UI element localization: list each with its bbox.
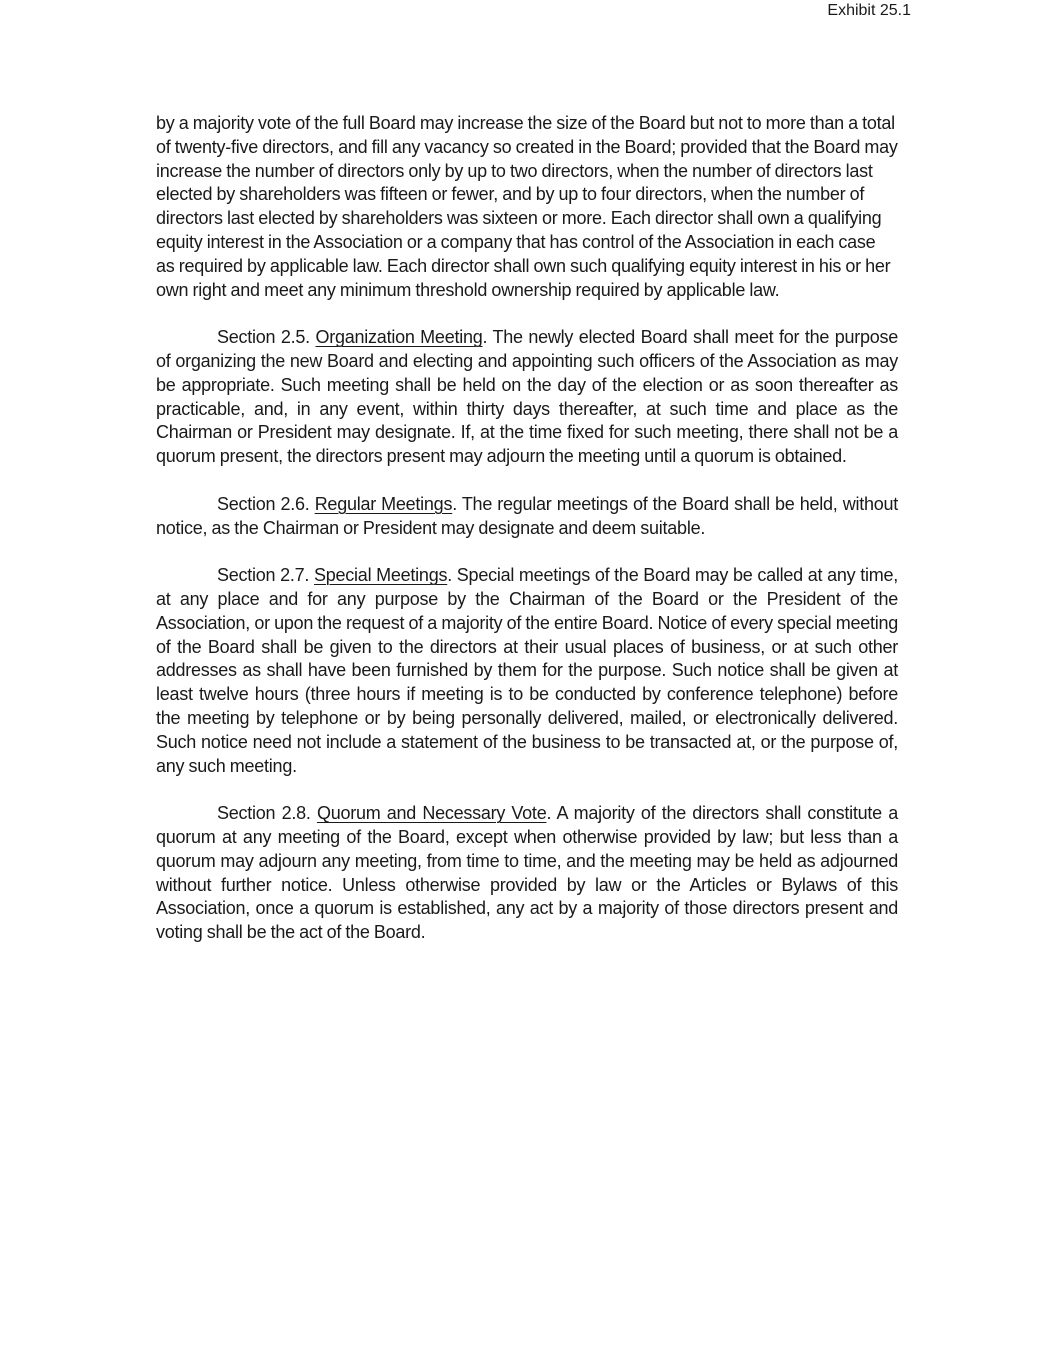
section-title: Organization Meeting bbox=[315, 327, 483, 348]
section-body: . A majority of the directors shall constitute a quorum at any meeting of the Board, except when otherwise provided by law; but less than a quorum may adjourn any meeting, from time to time, and the meeting may be held as adjourned without further notice. Unless otherwise provided by law or the Articles or Bylaws of this Association, once a quorum is established, any act by a majority of those directors present and voting shall be the act of the Board. bbox=[156, 803, 899, 943]
section-title: Special Meetings bbox=[314, 565, 448, 586]
exhibit-label: Exhibit 25.1 bbox=[827, 2, 911, 19]
section-number: Section 2.7. bbox=[217, 565, 310, 586]
section-title: Regular Meetings bbox=[314, 493, 453, 514]
section-2-5-paragraph bbox=[156, 326, 898, 469]
section-body: . Special meetings of the Board may be called at any time, at any place and for any purpose by the Chairman of the Board or the President of the Association, or upon the request of a majority of the entire Board. Notice of every special meeting of the Board shall be given to the directors at their usual places of business, or at such other addresses as shall have been furnished by them for the purpose. Such notice shall be given at least twelve hours (three hours if meeting is to be conducted by conference telephone) before the meeting by telephone or by being personally delivered, mailed, or electronically delivered. Such notice need not include a statement of the business to be transacted at, or the purpose of, any such meeting. bbox=[156, 565, 899, 776]
section-number: Section 2.6. bbox=[217, 493, 310, 514]
section-number: Section 2.5. bbox=[217, 327, 310, 348]
section-2-8-paragraph bbox=[156, 802, 898, 945]
section-2-7-paragraph bbox=[156, 564, 898, 778]
section-number: Section 2.8. bbox=[217, 803, 311, 824]
section-body: . The regular meetings of the Board shall be held, without notice, as the Chairman or President may designate and deem suitable. bbox=[156, 493, 898, 538]
document-body bbox=[156, 112, 898, 969]
section-2-6-paragraph bbox=[156, 493, 898, 541]
opening-paragraph: by a majority vote of the full Board may increase the size of the Board but not to more than a total of twenty-five directors, and fill any vacancy so created in the Board; provided that the Board may increase the number of directors only by up to two directors, when the number of directors last elected by shareholders was fifteen or fewer, and by up to four directors, when the number of directors last elected by shareholders was sixteen or more. Each director shall own a qualifying equity interest in the Association or a company that has control of the Association in each case as required by applicable law. Each director shall own such qualifying equity interest in his or her own right and meet any minimum threshold ownership required by applicable law. bbox=[156, 113, 898, 300]
section-body: . The newly elected Board shall meet for the purpose of organizing the new Board and electing and appointing such officers of the Association as may be appropriate. Such meeting shall be held on the day of the election or as soon thereafter as practicable, and, in any event, within thirty days thereafter, at such time and place as the Chairman or President may designate. If, at the time fixed for such meeting, there shall not be a quorum present, the directors present may adjourn the meeting until a quorum is obtained. bbox=[156, 327, 898, 467]
section-title: Quorum and Necessary Vote bbox=[316, 803, 547, 824]
